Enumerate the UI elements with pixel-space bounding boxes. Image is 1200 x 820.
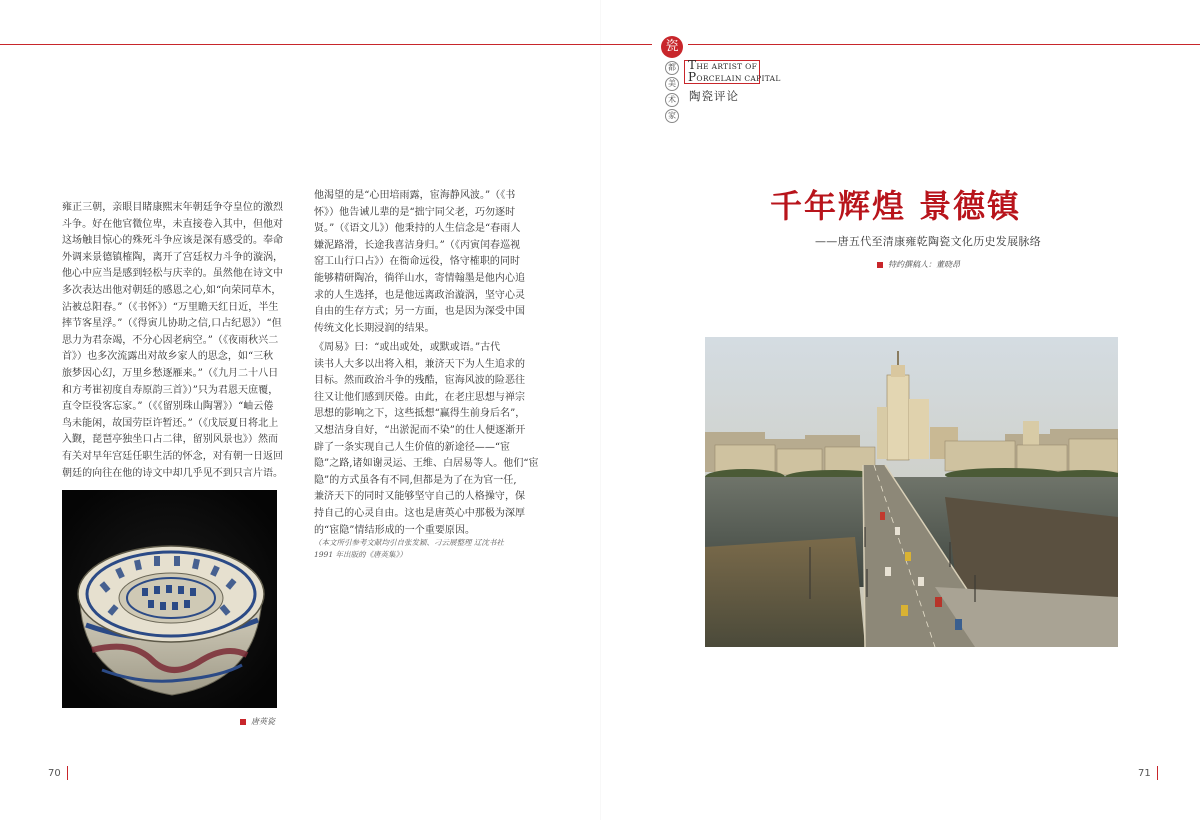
text-line: 外调来景德镇榷陶，离开了宫廷权力斗争的漩涡， [62, 251, 284, 263]
jingdezhen-city-photo [705, 337, 1118, 647]
footnote-line: 1991 年出版的《唐英集》） [314, 550, 407, 559]
text-line: 求的人生选择，也是他远离政治漩涡，坚守心灵 [314, 289, 526, 301]
text-line: 他心中应当是感到轻松与庆幸的。虽然他在诗文中 [62, 268, 284, 280]
text-line: 旅梦因心幻，万里乡愁逐雁来。”（《九月二十八日 [62, 367, 279, 379]
text-line: 他渴望的是“心田培雨露，宦海静风波。”（《书 [314, 190, 516, 201]
text-line: 这场触目惊心的殊死斗争应该是深有感受的。奉命 [62, 235, 284, 247]
vertical-label-char: 美 [665, 77, 679, 91]
text-line: 摔节客星浮。”（《得寅儿协助之信,口占纪恩》）“但 [62, 318, 282, 330]
body-column-1 [62, 200, 284, 482]
article-subheadline: ——唐五代至清康雍乾陶瓷文化历史发展脉络 [815, 235, 1041, 248]
text-line: 的“宦隐”情结形成的一个重要原因。 [314, 524, 476, 536]
article-headline: 千年辉煌 景德镇 [770, 187, 1022, 225]
text-line: 读书人大多以出将入相，兼济天下为人生追求的 [314, 358, 526, 370]
text-line: 隐”之路,诸如谢灵运、王维、白居易等人。他们“宦 [314, 458, 539, 470]
vertical-label-char: 术 [665, 93, 679, 107]
byline-text: 特约撰稿人：董晓昂 [888, 260, 960, 269]
text-line: 隐”的方式虽各有不同,但都是为了在为官一任, [314, 474, 517, 486]
top-rule-right [688, 44, 1200, 45]
porcelain-bowl-photo [62, 490, 277, 708]
seal-badge: 瓷 [661, 36, 683, 58]
text-line: 雍正三朝，亲眼目睹康熙末年朝廷争夺皇位的激烈 [62, 202, 284, 213]
text-line: 和方考崔初度自寿原韵三首》）”只为君恩天庶覆， [62, 384, 279, 396]
vertical-label-char: 家 [665, 109, 679, 123]
porcelain-bowl-illustration [62, 490, 277, 708]
section-title: 陶瓷评论 [689, 89, 739, 103]
text-line: 嫌泥路滑，长途我喜洁身归。”（《丙寅闰春巡视 [314, 239, 521, 251]
footnote-line: （本文所引参考文献均引自张发颖、刁云展整理 辽沈书社 [314, 538, 504, 547]
bowl-photo-caption [240, 716, 275, 727]
page-number-text: 71 [1138, 767, 1151, 779]
byline-marker [877, 262, 883, 268]
text-line: 首》）也多次流露出对故乡家人的思念，如“三秋 [62, 351, 274, 363]
text-line: 又想洁身自好，“出淤泥而不染”的仕人便逐渐开 [314, 424, 526, 436]
text-line: 持自己的心灵自由。这也是唐英心中那极为深厚 [314, 507, 526, 519]
text-line: 《周易》曰：“或出或处，或默或语。”古代 [314, 342, 501, 353]
text-line: 斗争。好在他官微位卑，未直接卷入其中，但他对 [62, 218, 284, 230]
body-column-2-bottom [314, 340, 539, 539]
text-line: 往又让他们感到厌倦。由此，在老庄思想与禅宗 [314, 391, 526, 403]
text-line: 朝廷的向往在他的诗文中却几乎见不到只言片语。 [62, 467, 284, 479]
page-number-left [48, 766, 68, 780]
text-line: 思想的影响之下，这些抵想“赢得生前身后名”， [314, 408, 526, 420]
footnote [314, 537, 514, 561]
body-column-2-top [314, 188, 534, 337]
text-line: 思力为君奈竭，不分心因老病空。”（《夜雨秋兴二 [62, 334, 279, 346]
page-number-bar [1157, 766, 1158, 780]
caption-text: 唐英瓷 [251, 717, 275, 726]
text-line: 贤。”（《语文儿》）他秉持的人生信念是“春雨人 [314, 223, 521, 235]
page-number-right [1138, 766, 1158, 780]
text-line: 怀》）他告诫儿辈的是“拙宁同父老，巧勿逐时 [314, 206, 516, 218]
english-column-title: THE ARTIST OF PORCELAIN CAPITAL [688, 58, 781, 84]
text-line: 多次表达出他对朝廷的感恩之心,如“向荣同草木， [62, 284, 282, 296]
page-number-bar [67, 766, 68, 780]
byline [877, 259, 960, 270]
page-number-text: 70 [48, 767, 61, 779]
vertical-column-label [664, 61, 680, 125]
text-line: 沾被总阳春。”（《书怀》）“万里瞻天红日近，半生 [62, 301, 279, 313]
text-line: 入觐，琵琶亭独坐口占二律，留别风景也》）然而 [62, 434, 279, 446]
text-line: 窑工山行口占》）在衙命远役，恪守榷职的同时 [314, 256, 521, 268]
page-gutter [600, 0, 601, 820]
city-bridge-illustration [705, 337, 1118, 647]
text-line: 能够精研陶冶，徜徉山水，寄情翰墨是他内心追 [314, 272, 526, 284]
top-rule-left [0, 44, 652, 45]
vertical-label-char: 都 [665, 61, 679, 75]
text-line: 传统文化长期浸润的结果。 [314, 322, 435, 334]
text-line: 有关对早年宫廷任职生活的怀念，对有朝一日返回 [62, 450, 284, 462]
text-line: 直令臣役客忘家。”（《《留别珠山陶署》）“岫云倦 [62, 401, 274, 413]
caption-marker [240, 719, 246, 725]
text-line: 辟了一条实现自己人生价值的新途径——“宦 [314, 441, 511, 453]
text-line: 兼济天下的同时又能够坚守自己的人格操守，保 [314, 491, 526, 503]
text-line: 自由的生存方式；另一方面，也是因为深受中国 [314, 306, 526, 318]
text-line: 目标。然而政治斗争的残酷，宦海风波的险恶往 [314, 375, 526, 387]
text-line: 鸟未能闲，故国劳臣许暂还。”（《戊辰夏日将北上 [62, 417, 279, 429]
